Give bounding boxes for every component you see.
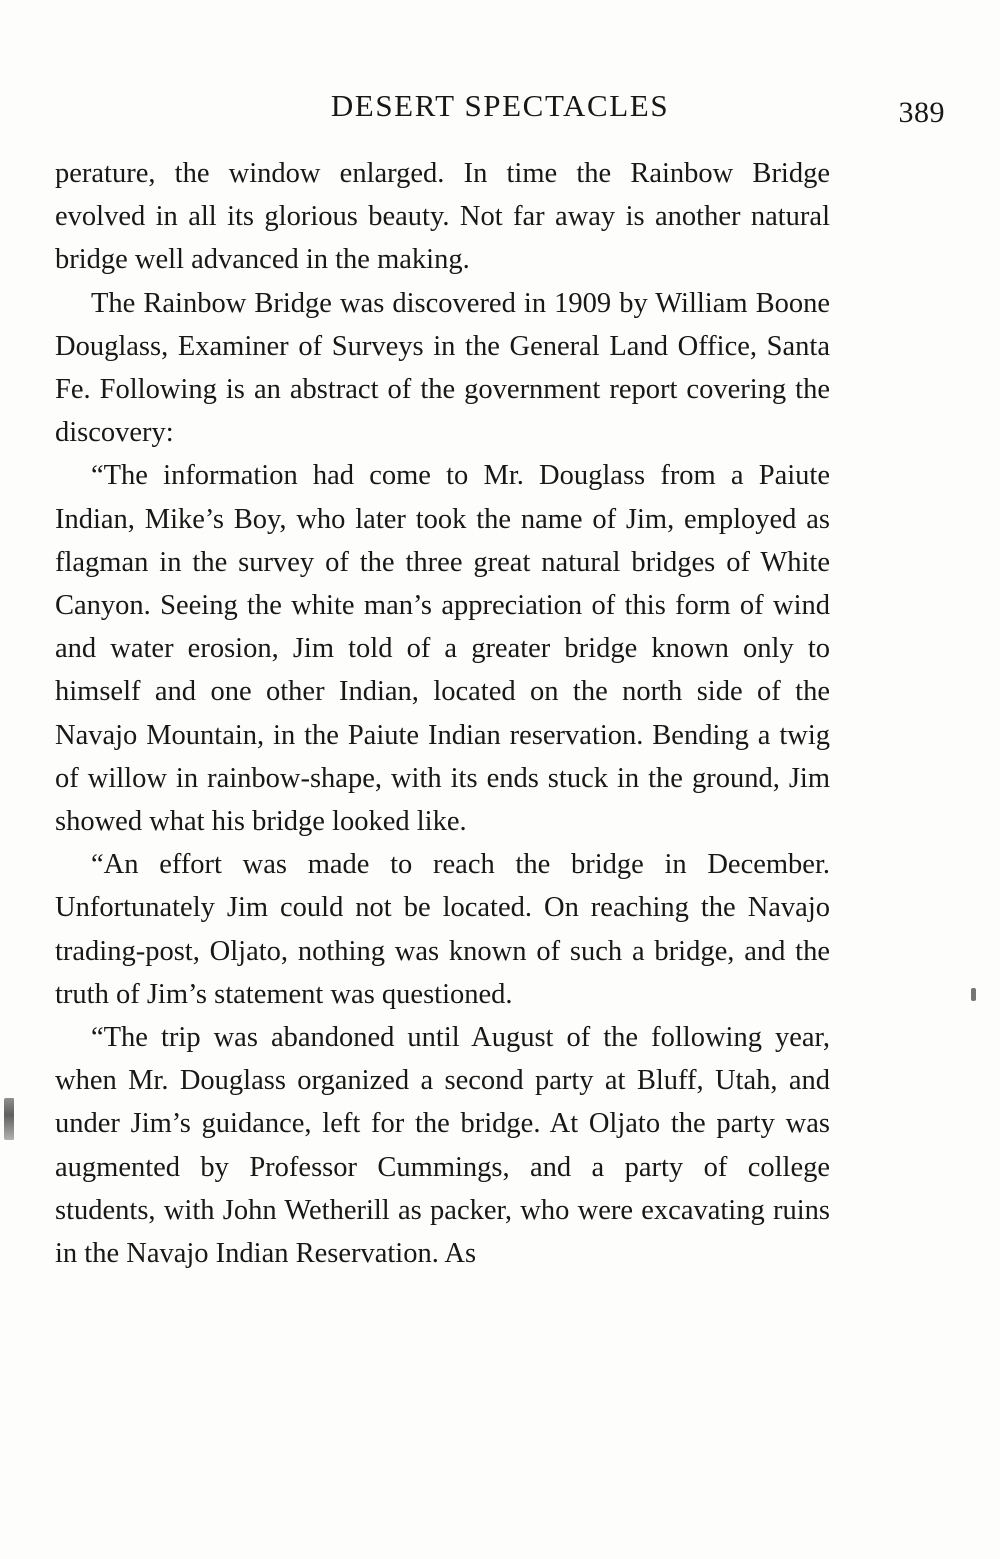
paragraph: The Rainbow Bridge was discovered in 1909 by William Boone Douglass, Examiner of Surveys in the General Land Office, Santa Fe. Following is an abstract of the government report covering the discovery:: [55, 287, 830, 449]
page-number: 389: [898, 96, 945, 129]
body-text: [55, 152, 830, 1275]
paragraph: “An effort was made to reach the bridge in December. Unfortunately Jim could not be located. On reaching the Navajo trading-post, Oljato, nothing was known of such a bridge, and the truth of Jim’s statement was questioned.: [55, 849, 830, 1010]
scan-artifact-right: [971, 988, 976, 1001]
running-title: DESERT SPECTACLES: [330, 88, 670, 123]
scan-artifact-left: [4, 1098, 14, 1140]
paragraph: perature, the window enlarged. In time the Rainbow Bridge evolved in all its glorious beauty. Not far away is another natural bridge well advanced in the making.: [55, 158, 830, 276]
paragraph: “The trip was abandoned until August of the following year, when Mr. Douglass organized a second party at Bluff, Utah, and under Jim’s guidance, left for the bridge. At Oljato the party was augmented by Professor Cummings, and a party of college students, with John Wetherill as packer, who were excavating ruins in the Navajo Indian Reservation. As: [55, 1022, 830, 1270]
page-header: [55, 88, 945, 132]
paragraph: “The information had come to Mr. Douglass from a Paiute Indian, Mike’s Boy, who later took the name of Jim, employed as flagman in the survey of the three great natural bridges of White Canyon. Seeing the white man’s appreciation of this form of wind and water erosion, Jim told of a greater bridge known only to himself and one other Indian, located on the north side of the Navajo Mountain, in the Paiute Indian reservation. Bending a twig of willow in rainbow-shape, with its ends stuck in the ground, Jim showed what his bridge looked like.: [55, 460, 830, 838]
